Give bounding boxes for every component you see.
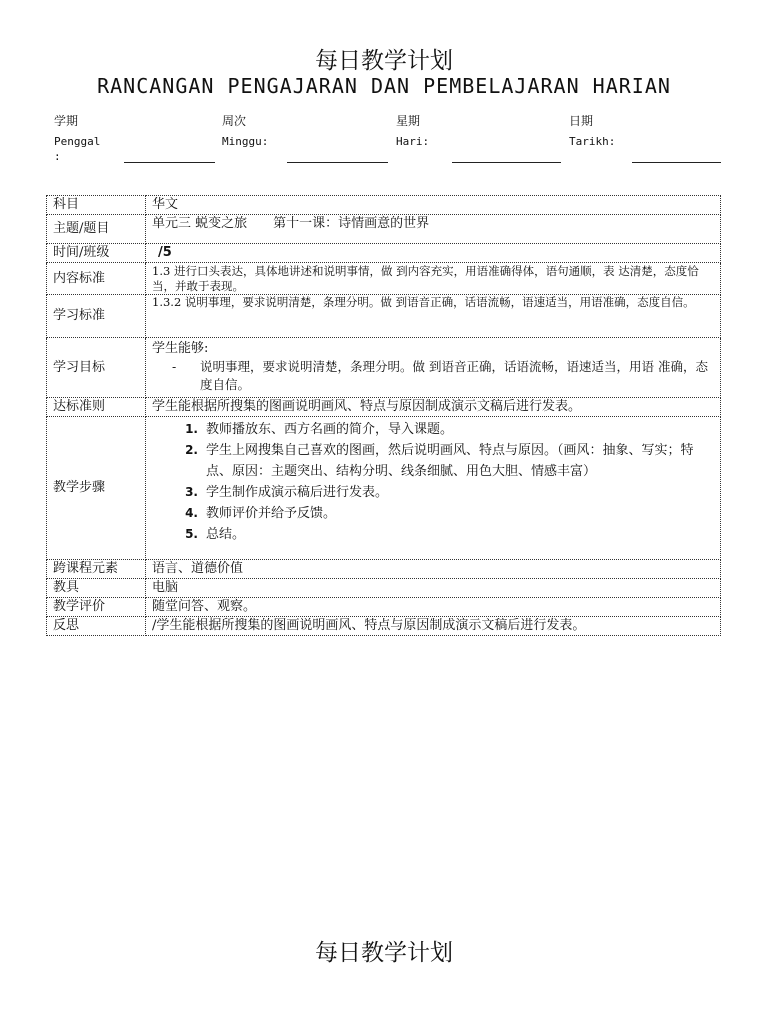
table-row-aids xyxy=(47,579,721,598)
criteria-label: 达标准则 xyxy=(47,398,146,417)
lesson-plan-table xyxy=(46,195,721,636)
theme-label: 主题/题目 xyxy=(47,215,146,244)
table-row-cross-curricular xyxy=(47,560,721,579)
cross-value: 语言、道德价值 xyxy=(146,560,721,579)
date-label-cn: 日期 xyxy=(569,114,594,128)
aids-label: 教具 xyxy=(47,579,146,598)
step-number: 5. xyxy=(185,527,198,541)
objective-item-text: 说明事理，要求说明清楚，条理分明。做 到语音正确，话语流畅，语速适当，用语 准确，态度自信。 xyxy=(200,359,708,392)
evaluation-value: 随堂问答、观察。 xyxy=(146,598,721,617)
table-row-content-standard xyxy=(47,263,721,295)
step-number: 1. xyxy=(185,422,198,436)
term-field-line[interactable] xyxy=(124,162,215,163)
list-item xyxy=(152,482,714,503)
theme-value: 单元三 蜕变之旅 第十一课：诗情画意的世界 xyxy=(146,215,721,244)
objective-dash: - xyxy=(172,359,177,374)
evaluation-label: 教学评价 xyxy=(47,598,146,617)
table-row-steps xyxy=(47,417,721,560)
step-number: 2. xyxy=(185,443,198,457)
step-number: 4. xyxy=(185,506,198,520)
table-row-subject xyxy=(47,196,721,215)
list-item xyxy=(152,419,714,440)
time-value: /5 xyxy=(146,244,721,263)
table-row-time xyxy=(47,244,721,263)
table-row-criteria xyxy=(47,398,721,417)
term-colon: : xyxy=(54,150,61,163)
table-row-objective xyxy=(47,338,721,398)
learning-standard-value: 1.3.2 说明事理，要求说明清楚，条理分明。做 到语音正确，话语流畅，语速适当，用语准确，态度自信。 xyxy=(152,295,695,309)
table-row-learning-standard xyxy=(47,295,721,338)
next-page-title: 每日教学计划 xyxy=(315,940,453,966)
objective-head: 学生能够: xyxy=(152,341,209,356)
list-item xyxy=(152,503,714,524)
steps-label: 教学步骤 xyxy=(47,417,146,560)
term-label-ms: Penggal xyxy=(54,135,101,148)
term-label-cn: 学期 xyxy=(54,114,79,128)
table-row-reflection xyxy=(47,617,721,636)
content-standard-value: 1.3 进行口头表达，具体地讲述和说明事情，做 到内容充实，用语准确得体，语句通顺，表 达清楚，态度恰当，并敢于表现。 xyxy=(152,263,699,293)
reflection-value: /学生能根据所搜集的图画说明画风、特点与原因制成演示文稿后进行发表。 xyxy=(146,617,721,636)
cross-label: 跨课程元素 xyxy=(47,560,146,579)
list-item xyxy=(152,524,714,545)
learning-standard-label: 学习标准 xyxy=(47,295,146,338)
table-row-evaluation xyxy=(47,598,721,617)
step-text: 总结。 xyxy=(206,527,246,542)
week-field-line[interactable] xyxy=(287,162,388,163)
page-title-malay: RANCANGAN PENGAJARAN DAN PEMBELAJARAN HARIAN xyxy=(97,74,671,98)
list-item xyxy=(152,440,714,482)
subject-label: 科目 xyxy=(47,196,146,215)
day-label-cn: 星期 xyxy=(396,114,421,128)
step-text: 学生制作成演示稿后进行发表。 xyxy=(206,485,389,500)
day-label-ms: Hari: xyxy=(396,135,430,148)
subject-value: 华文 xyxy=(146,196,721,215)
criteria-value: 学生能根据所搜集的图画说明画风、特点与原因制成演示文稿后进行发表。 xyxy=(146,398,721,417)
time-label: 时间/班级 xyxy=(47,244,146,263)
date-field-line[interactable] xyxy=(632,162,721,163)
table-row-theme xyxy=(47,215,721,244)
date-label-ms: Tarikh: xyxy=(569,135,616,148)
week-label-ms: Minggu: xyxy=(222,135,269,148)
objective-label: 学习目标 xyxy=(47,338,146,398)
steps-list xyxy=(152,417,714,547)
content-standard-label: 内容标准 xyxy=(47,263,146,295)
objective-item xyxy=(152,358,714,397)
step-text: 学生上网搜集自己喜欢的图画，然后说明画风、特点与原因。（画风：抽象、写实；特点、原因：主题突出、结构分明、线条细腻、用色大胆、情感丰富） xyxy=(206,443,694,479)
step-number: 3. xyxy=(185,485,198,499)
week-label-cn: 周次 xyxy=(222,114,247,128)
step-text: 教师播放东、西方名画的简介，导入课题。 xyxy=(206,422,454,437)
step-text: 教师评价并给予反馈。 xyxy=(206,506,337,521)
page-title-chinese: 每日教学计划 xyxy=(315,48,453,74)
reflection-label: 反思 xyxy=(47,617,146,636)
day-field-line[interactable] xyxy=(452,162,561,163)
aids-value: 电脑 xyxy=(146,579,721,598)
